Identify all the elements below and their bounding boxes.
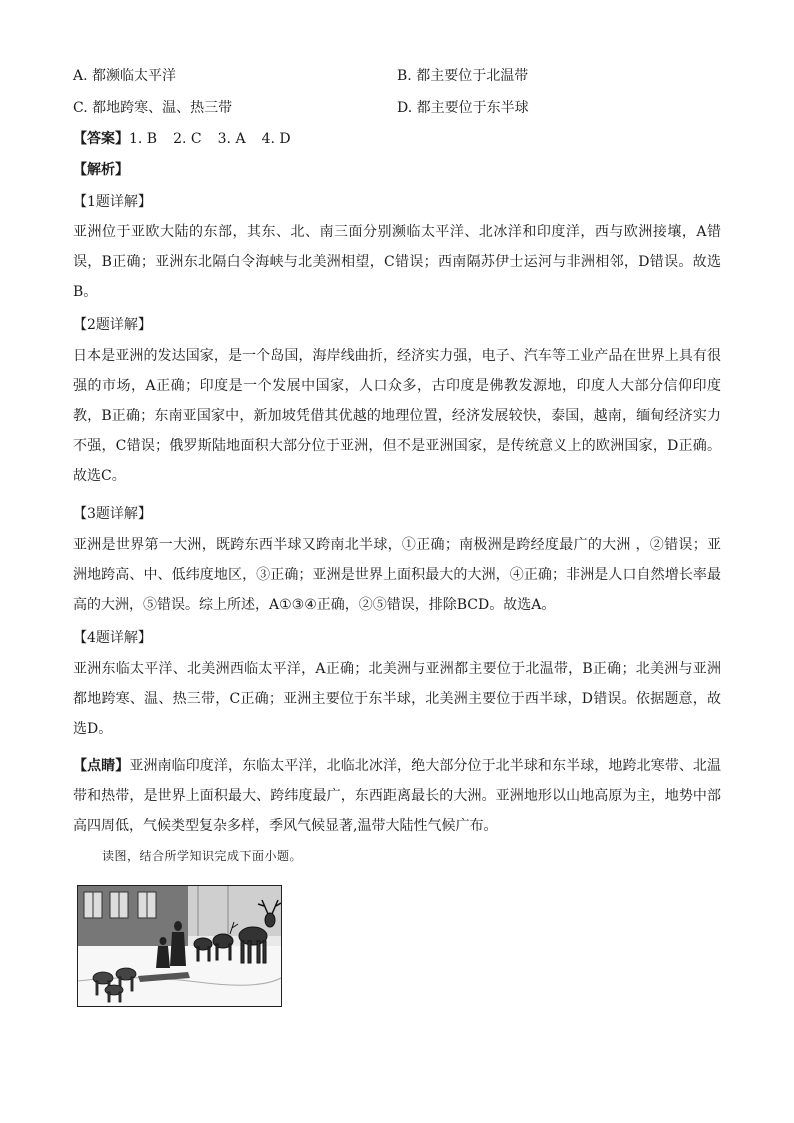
tip-label: 【点睛】 bbox=[73, 758, 130, 774]
answer-item: 4. D bbox=[261, 131, 291, 147]
q4-explanation: 亚洲东临太平洋、北美洲西临太平洋，A正确；北美洲与亚洲都主要位于北温带，B正确；北美洲与亚洲都地跨寒、温、热三带，C正确；亚洲主要位于东半球，北美洲主要位于西半球，D错误。依据题意，故选D。 bbox=[73, 661, 721, 737]
option-b: B. 都主要位于北温带 bbox=[397, 68, 529, 84]
tip-paragraph bbox=[73, 751, 721, 841]
q4-heading: 【4题详解】 bbox=[73, 630, 152, 646]
q2-heading: 【2题详解】 bbox=[73, 317, 152, 333]
option-c: C. 都地跨寒、温、热三带 bbox=[73, 100, 233, 116]
answer-item: 3. A bbox=[217, 131, 246, 147]
answer-label: 【答案】 bbox=[73, 131, 129, 147]
q3-heading: 【3题详解】 bbox=[73, 506, 152, 522]
reindeer-sled-illustration bbox=[77, 885, 282, 1007]
option-a: A. 都濒临太平洋 bbox=[73, 68, 177, 84]
tip-text: 亚洲南临印度洋，东临太平洋，北临北冰洋，绝大部分位于北半球和东半球，地跨北寒带、北温带和热带，是世界上面积最大、跨纬度最广，东西距离最长的大洲。亚洲地形以山地高原为主，地势中部高四周低，气候类型复杂多样，季风气候显著,温带大陆性气候广布。 bbox=[73, 758, 722, 834]
answer-item: 1. B bbox=[129, 131, 158, 147]
q2-explanation: 日本是亚洲的发达国家，是一个岛国，海岸线曲折，经济实力强，电子、汽车等工业产品在世界上具有很强的市场，A正确；印度是一个发展中国家，人口众多，古印度是佛教发源地，印度人大部分信仰印度教，B正确；东南亚国家中，新加坡凭借其优越的地理位置，经济发展较快，泰国，越南，缅甸经济实力不强，C错误；俄罗斯陆地面积大部分位于亚洲，但不是亚洲国家，是传统意义上的欧洲国家，D正确。故选C。 bbox=[73, 348, 721, 484]
q1-explanation: 亚洲位于亚欧大陆的东部，其东、北、南三面分别濒临太平洋、北冰洋和印度洋，西与欧洲接壤，A错误，B正确；亚洲东北隔白令海峡与北美洲相望，C错误；西南隔苏伊士运河与非洲相邻，D错误。故选B。 bbox=[73, 224, 721, 300]
answer-line bbox=[73, 129, 291, 149]
reindeer-sled-drawing bbox=[78, 886, 281, 1006]
analysis-label: 【解析】 bbox=[73, 162, 129, 178]
figure-caption: 读图，结合所学知识完成下面小题。 bbox=[102, 849, 303, 863]
q3-explanation: 亚洲是世界第一大洲，既跨东西半球又跨南北半球，①正确；南极洲是跨经度最广的大洲 ，②错误；亚洲地跨高、中、低纬度地区，③正确；亚洲是世界上面积最大的大洲，④正确；非洲是人口自然增长率最高的大洲，⑤错误。综上所述，A①③④正确，②⑤错误，排除BCD。故选A。 bbox=[73, 537, 721, 613]
q1-heading: 【1题详解】 bbox=[73, 194, 152, 210]
option-d: D. 都主要位于东半球 bbox=[397, 100, 529, 116]
answer-item: 2. C bbox=[173, 131, 202, 147]
